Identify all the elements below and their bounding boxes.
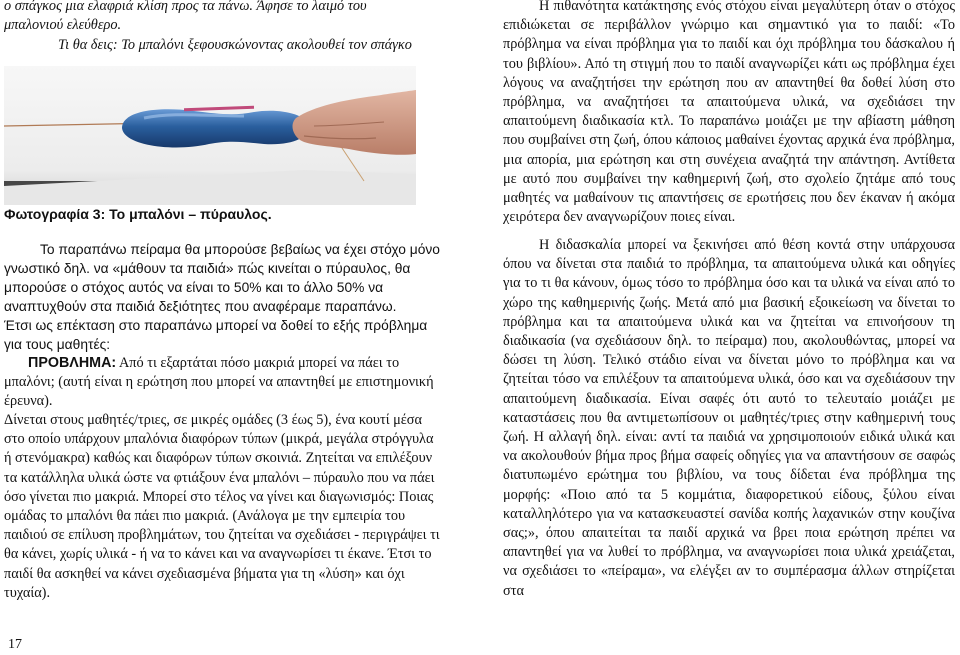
page-number: 17 [8, 637, 22, 652]
balloon-rocket-photo [4, 66, 416, 205]
extension-paragraph: Έτσι ως επέκταση στο παραπάνω μπορεί να δοθεί το εξής πρόβλημα για τους μαθητές: [4, 318, 428, 352]
balloon-rocket-illustration [4, 66, 416, 205]
instruction-line-2: μπαλονιού ελεύθερο. [4, 17, 122, 33]
expected-result-line: Τι θα δεις: Το μπαλόνι ξεφουσκώνοντας ακολουθεί τον σπάγκο [58, 37, 412, 53]
problem-label: ΠΡΟΒΛΗΜΑ: [28, 355, 117, 371]
photo-caption: Φωτογραφία 3: Το μπαλόνι – πύραυλος. [4, 206, 272, 222]
activity-paragraph: Δίνεται στους μαθητές/τριες, σε μικρές ομάδες (3 έως 5), ένα κουτί μέσα στο οποίο υπάρχουν μπαλόνια διαφόρων τύπων (μικρά, μεγάλα στρόγγυλα ή στενόμακρα) καθώς και διαφόρων τύπων σκοινιά. Ζητείται να επιλέξουν τα κατάλληλα υλικά ώστε να φτιάξουν ένα μπαλόνι – πύραυλο που να πάει όσο γίνεται πιο μακριά. Μπορεί στο τέλος να γίνει και διαγωνισμός: Ποιας ομάδας το μπαλόνι θα πάει πιο μακριά. (Ανάλογα με την εμπειρία του παιδιού σε επίλυση προβλημάτων, του ζητείται να σχεδιάσει - περιγράψει τι θα κάνει, χωρίς υλικά - ή να το κάνει και να αναγνωρίσει τι έκανε. Έτσι το παιδί θα ασκηθεί να κάνει σχεδιασμένα βήματα για τη «λύση» και όχι τυχαία). [4, 412, 440, 601]
problem-paragraph [4, 354, 444, 412]
teaching-paragraph: Η διδασκαλία μπορεί να ξεκινήσει από θέση κοντά στην υπάρχουσα όπου να δίνεται στα παιδιά το πρόβλημα, τα απαιτούμενα υλικά και οδηγίες για το τι θα κάνουν, όμως τόσο το πρόβλημα όσο και τα υλικά να είναι από το χώρο της καθημερινής ζωής. Μετά από μια βασική εξοικείωση να δίνεται το πρόβλημα και τα απαιτούμενα υλικά και να ζητείται να επινοήσουν τη διαδικασία (να σχεδιάσουν δηλ. το πείραμα) που, ακολουθώντας, μπορεί να δώσει τη λύση. Τελικό στάδιο είναι να δίνεται μόνο το πρόβλημα και να ζητείται τόσο να επιλέξουν τα απαιτούμενα υλικά, όσο και να σχεδιάσουν την απαιτούμενη διαδικασία. Είναι σαφές ότι αυτό το τελευταίο μοιάζει με καταστάσεις που θα αντιμετωπίσουν οι μαθητές/τριες στην καθημερινή τους ζωή. Η αλλαγή δηλ. είναι: αντί τα παιδιά να χρησιμοποιούν ειδικά υλικά και να ακολουθούν βήμα προς βήμα σαφείς οδηγίες για να απαντήσουν σε σαφώς διατυπωμένο ερώτημα του βιβλίου, να τους δίδεται ένα πρόβλημα της μορφής: «Ποιο από τα 5 κομμάτια, διαφορετικού είδους, ξύλου είναι καταλληλότερο για να κατασκευαστεί σανίδα κοπής λαχανικών στην κουζίνα σας;», όπου απαιτείται τα παιδί αρχικά να βρει ποια ερώτηση πρέπει να απαντηθεί για να λυθεί το πρόβλημα, να αναγνωρίσει ποια υλικά χρειάζεται, να σχεδιάσει το «πείραμα», να ελέγξει αν το συμπέρασμα άλλων στηρίζεται στα [503, 237, 955, 599]
instruction-line-1: ο σπάγκος μια ελαφριά κλίση προς τα πάνω. Άφησε το λαιμό του [4, 0, 367, 14]
goal-paragraph: Η πιθανότητα κατάκτησης ενός στόχου είναι μεγαλύτερη όταν ο στόχος επιδιώκεται σε περιβάλλον γνώριμο και σημαντικό για το παιδί: «Το πρόβλημα να είναι πρόβλημα για το παιδί και όχι πρόβλημα του δάσκαλου ή του βιβλίου». Από τη στιγμή που το παιδί αναγνωρίζει κάτι ως πρόβλημα έχει λόγους να αναζητήσει την ερώτηση που αν απαντηθεί θα δοθεί λύση στο πρόβλημα, να αναζητήσει τα απαιτούμενα υλικά, να σχεδιάσει την απαιτούμενη διαδικασία κτλ. Το παραπάνω μοιάζει με την αβίαστη μάθηση που συμβαίνει στη ζωή, όπου κάποιος μαθαίνει έχοντας αρχικά ένα πρόβλημα, μια απορία, μια ερώτηση και στη συνέχεια αναζητά την απάντηση. Αντίθετα με αυτό που συμβαίνει την καθημερινή ζωή, στο σχολείο ζητάμε από τους μαθητές να μαθαίνουν τις απαντήσεις σε ερωτήσεις που δεν έκαναν ή ακόμα χειρότερα δεν αναγνωρίζουν ποιες είναι. [503, 0, 955, 226]
problem-text: Από τι εξαρτάται πόσο μακριά μπορεί να πάει το μπαλόνι; (αυτή είναι η ερώτηση που μπορεί να απαντηθεί με επιστημονική έρευνα). [4, 355, 434, 410]
experiment-paragraph: Το παραπάνω πείραμα θα μπορούσε βεβαίως να έχει στόχο μόνο γνωστικό δηλ. να «μάθουν τα παιδιά» πώς κινείται ο πύραυλος, θα μπορούσε ο στόχος αυτός να είναι το 50% και το άλλο 50% να αναπτυχθούν στα παιδιά δεξιότητες που αναφέραμε παραπάνω. [4, 242, 440, 314]
